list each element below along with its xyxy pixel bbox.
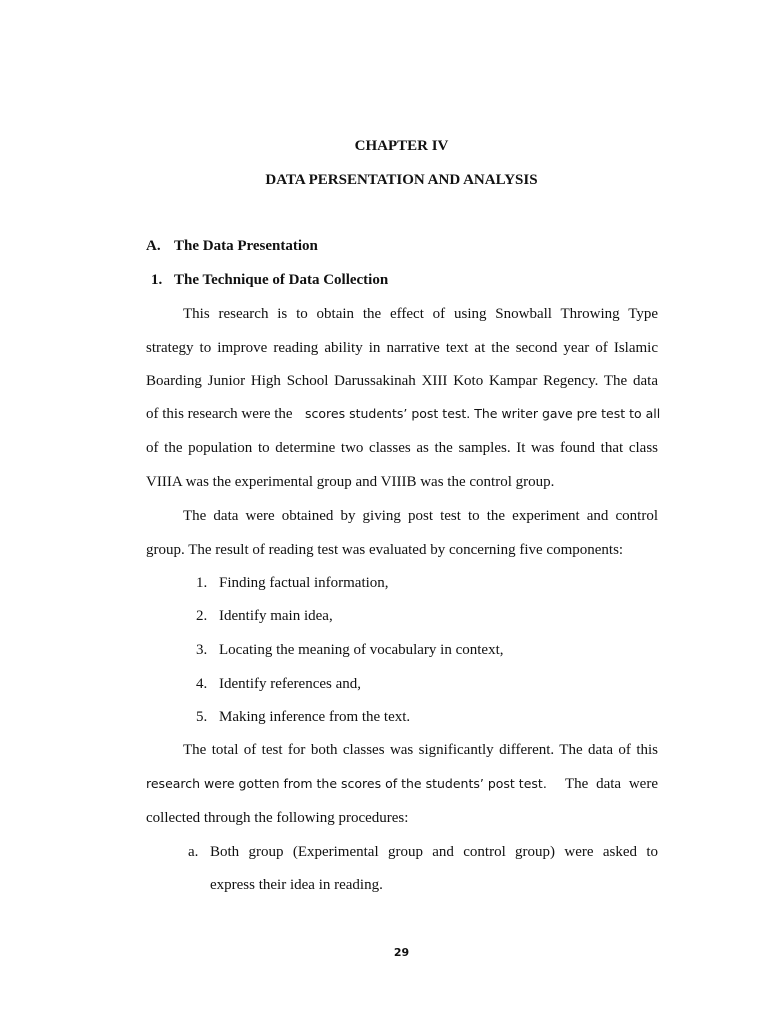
component-5-number: 5.	[196, 709, 208, 725]
chapter-subtitle: DATA PERSENTATION AND ANALYSIS	[265, 172, 538, 188]
paragraph-2-line-1: The data were obtained by giving post test to the experiment and control	[183, 508, 658, 524]
component-2-text: Identify main idea,	[219, 608, 333, 624]
paragraph-3-line-1: The total of test for both classes was significantly different. The data of this	[183, 742, 658, 758]
paragraph-1-line-4-serif: of this research were the	[146, 406, 293, 422]
component-5-text: Making inference from the text.	[219, 709, 411, 725]
page-number: 29	[393, 946, 410, 959]
section-a-heading: The Data Presentation	[174, 238, 318, 254]
paragraph-3-line-3: collected through the following procedures:	[146, 810, 409, 826]
component-4-text: Identify references and,	[219, 676, 362, 692]
procedure-a-line-2: express their idea in reading.	[210, 877, 383, 893]
paragraph-3-line-2-sans: research were gotten from the scores of the students’ post test.	[146, 776, 547, 791]
paragraph-1-line-1: This research is to obtain the effect of using Snowball Throwing Type	[183, 306, 658, 322]
component-3-text: Locating the meaning of vocabulary in context,	[219, 642, 504, 658]
paragraph-1-line-4-sans: scores students’ post test. The writer gave pre test to all	[305, 406, 661, 421]
component-3-number: 3.	[196, 642, 208, 658]
component-4-number: 4.	[196, 676, 208, 692]
procedure-a-line-1: Both group (Experimental group and control group) were asked to	[210, 844, 658, 860]
chapter-title: CHAPTER IV	[354, 138, 449, 154]
subsection-1-marker: 1.	[151, 272, 163, 288]
paragraph-1-line-6: VIIIA was the experimental group and VIIIB was the control group.	[146, 474, 555, 490]
paragraph-3-line-2-serif: The data were	[565, 776, 658, 792]
component-1-text: Finding factual information,	[219, 575, 389, 591]
paragraph-1-line-2: strategy to improve reading ability in narrative text at the second year of Islamic	[146, 340, 658, 356]
component-2-number: 2.	[196, 608, 208, 624]
paragraph-1-line-5: of the population to determine two classes as the samples. It was found that class	[146, 440, 658, 456]
component-1-number: 1.	[196, 575, 208, 591]
section-a-marker: A.	[146, 238, 161, 254]
subsection-1-heading: The Technique of Data Collection	[174, 272, 389, 288]
procedure-a-letter: a.	[188, 844, 199, 860]
paragraph-1-line-3: Boarding Junior High School Darussakinah XIII Koto Kampar Regency. The data	[146, 373, 658, 389]
paragraph-2-line-2: group. The result of reading test was evaluated by concerning five components:	[146, 542, 624, 558]
